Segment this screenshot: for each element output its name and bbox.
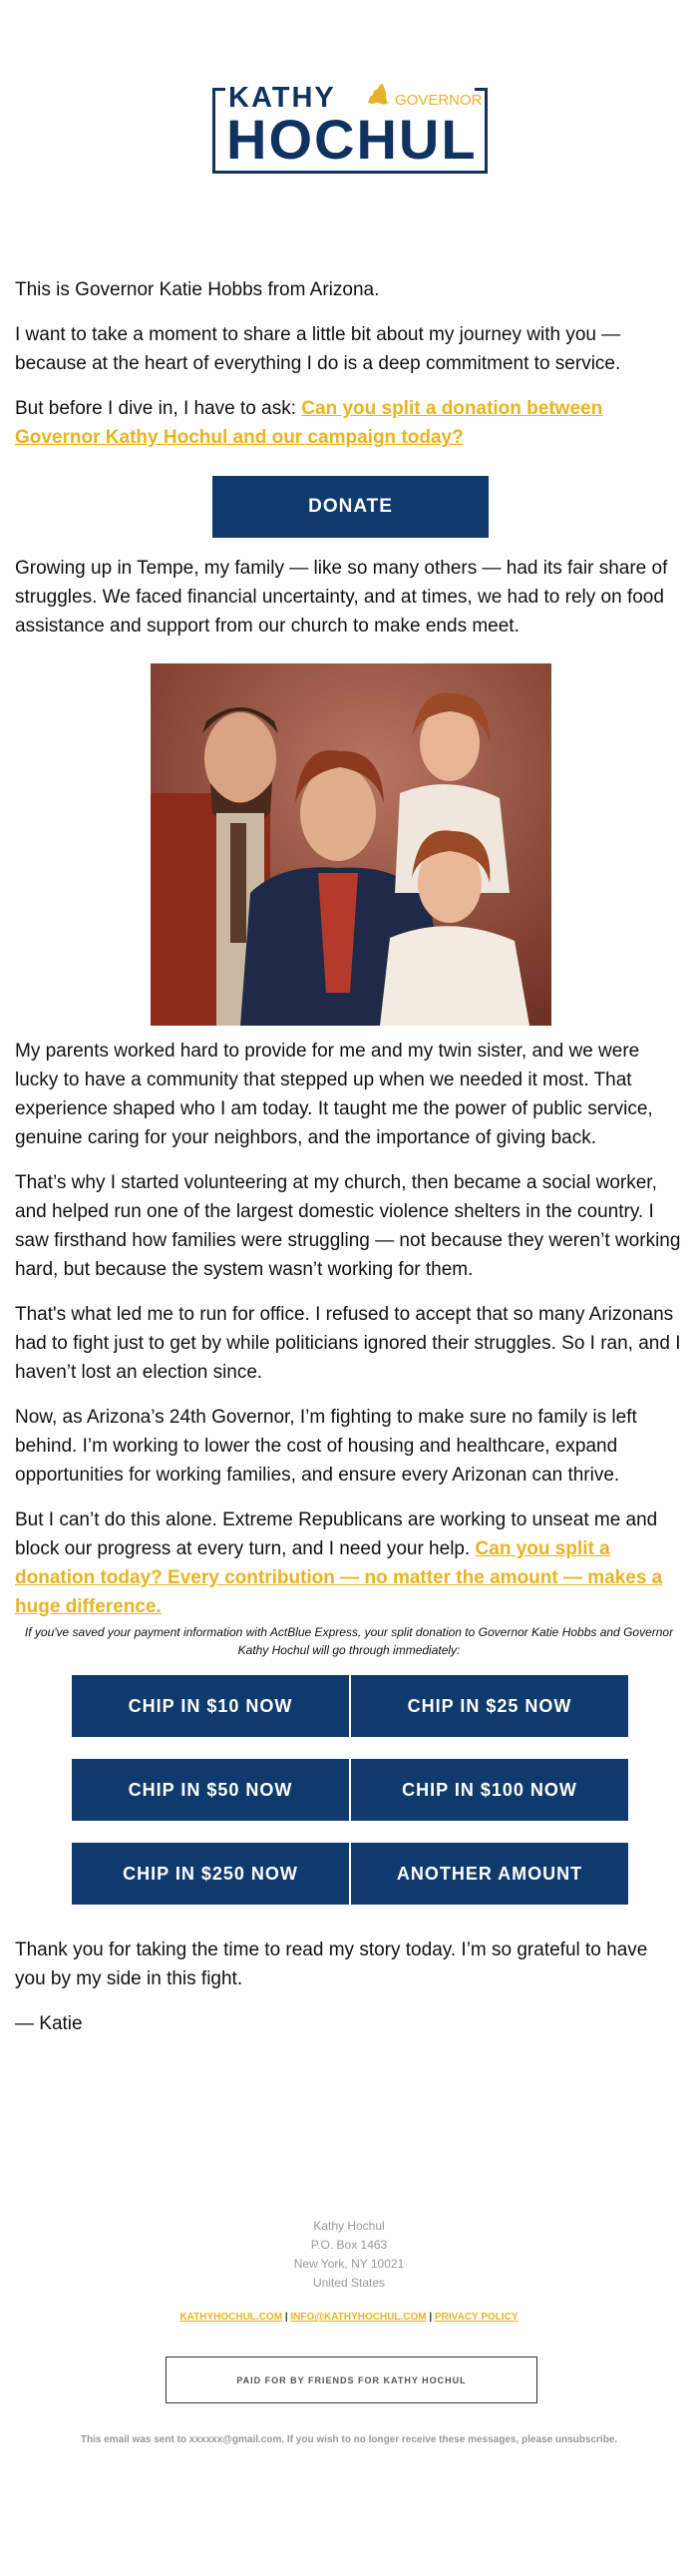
donate-button[interactable]: DONATE <box>212 476 489 538</box>
email-closing <box>15 1935 683 2054</box>
link-separator: | <box>429 2312 433 2323</box>
paragraph-intro: I want to take a moment to share a little bit about my journey with you — because at the heart of everything I do is a deep commitment to service. <box>15 324 621 374</box>
family-photo-image <box>151 663 551 1026</box>
privacy-policy-link[interactable]: PRIVACY POLICY <box>435 2312 519 2323</box>
email-body-3 <box>15 1037 683 1637</box>
split-donation-link-2[interactable]: Can you split a donation today? Every contribution — no matter the amount — makes a huge difference. <box>15 1538 663 1617</box>
logo-first-name: KATHY <box>228 82 336 114</box>
footer-po-box: P.O. Box 1463 <box>310 2238 388 2252</box>
logo-last-name: HOCHUL <box>226 108 478 171</box>
help-text: But I can’t do this alone. Extreme Republicans are working to unseat me and block our progress at every turn, and I need your help. <box>15 1509 658 1559</box>
ask-text: But before I dive in, I have to ask: <box>15 398 302 419</box>
email-body-2 <box>15 554 683 656</box>
paragraph-greeting: This is Governor Katie Hobbs from Arizona. <box>15 279 380 300</box>
chip-in-50-button[interactable]: CHIP IN $50 NOW <box>72 1759 349 1821</box>
chip-in-100-button[interactable]: CHIP IN $100 NOW <box>351 1759 628 1821</box>
paragraph-governor: Now, as Arizona’s 24th Governor, I’m fighting to make sure no family is left behind. I’m working to lower the cost of housing and healthcare, expand opportunities for working families, and ensure every Arizonan can thrive. <box>15 1407 637 1486</box>
signature: — Katie <box>15 2013 83 2034</box>
chip-in-10-button[interactable]: CHIP IN $10 NOW <box>72 1675 349 1737</box>
campaign-logo <box>212 82 488 174</box>
email-link[interactable]: INFO@KATHYHOCHUL.COM <box>290 2312 427 2323</box>
paragraph-help <box>15 1505 683 1621</box>
chip-in-250-button[interactable]: CHIP IN $250 NOW <box>72 1843 349 1905</box>
family-photo <box>151 663 551 1026</box>
email-body <box>15 275 683 468</box>
paragraph-thanks: Thank you for taking the time to read my story today. I’m so grateful to have you by my side in this fight. <box>15 1939 648 1989</box>
paragraph-volunteer: That’s why I started volunteering at my church, then became a social worker, and helped run one of the largest domestic violence shelters in the country. I saw firsthand how families were struggling — not because they weren’t working hard, but because the system wasn’t working for them. <box>15 1172 681 1280</box>
actblue-note: If you've saved your payment information with ActBlue Express, your split donation to Governor Katie Hobbs and Governor Kathy Hochul will go through immediately: <box>24 1625 674 1657</box>
website-link[interactable]: KATHYHOCHUL.COM <box>179 2312 283 2323</box>
logo-office: GOVERNOR <box>395 92 483 109</box>
link-separator: | <box>284 2312 288 2323</box>
paragraph-tempe: Growing up in Tempe, my family — like so many others — had its fair share of struggles. We faced financial uncertainty, and at times, we had to rely on food assistance and support from our church to make ends meet. <box>15 558 668 637</box>
split-donation-link[interactable]: Can you split a donation between Governor Kathy Hochul and our campaign today? <box>15 398 603 448</box>
paid-for-disclaimer: PAID FOR BY FRIENDS FOR KATHY HOCHUL <box>166 2357 537 2403</box>
footer-country: United States <box>312 2276 386 2290</box>
chip-in-25-button[interactable]: CHIP IN $25 NOW <box>351 1675 628 1737</box>
footer-address <box>0 2217 698 2293</box>
paragraph-office: That's what led me to run for office. I refused to accept that so many Arizonans had to fight just to get by while politicians ignored their struggles. So I ran, and I haven’t lost an election since. <box>15 1304 681 1383</box>
footer-links <box>0 2312 698 2323</box>
another-amount-button[interactable]: ANOTHER AMOUNT <box>351 1843 628 1905</box>
unsubscribe-notice: This email was sent to xxxxxx@gmail.com. If you wish to no longer receive these messages, please unsubscribe. <box>80 2434 618 2445</box>
new-york-state-icon <box>364 83 390 107</box>
paragraph-ask <box>15 394 683 452</box>
footer-name: Kathy Hochul <box>313 2219 385 2233</box>
footer-city: New York, NY 10021 <box>293 2257 405 2271</box>
paragraph-parents: My parents worked hard to provide for me and my twin sister, and we were lucky to have a community that stepped up when we needed it most. That experience shaped who I am today. It taught me the power of public service, genuine caring for your neighbors, and the importance of giving back. <box>15 1041 653 1148</box>
